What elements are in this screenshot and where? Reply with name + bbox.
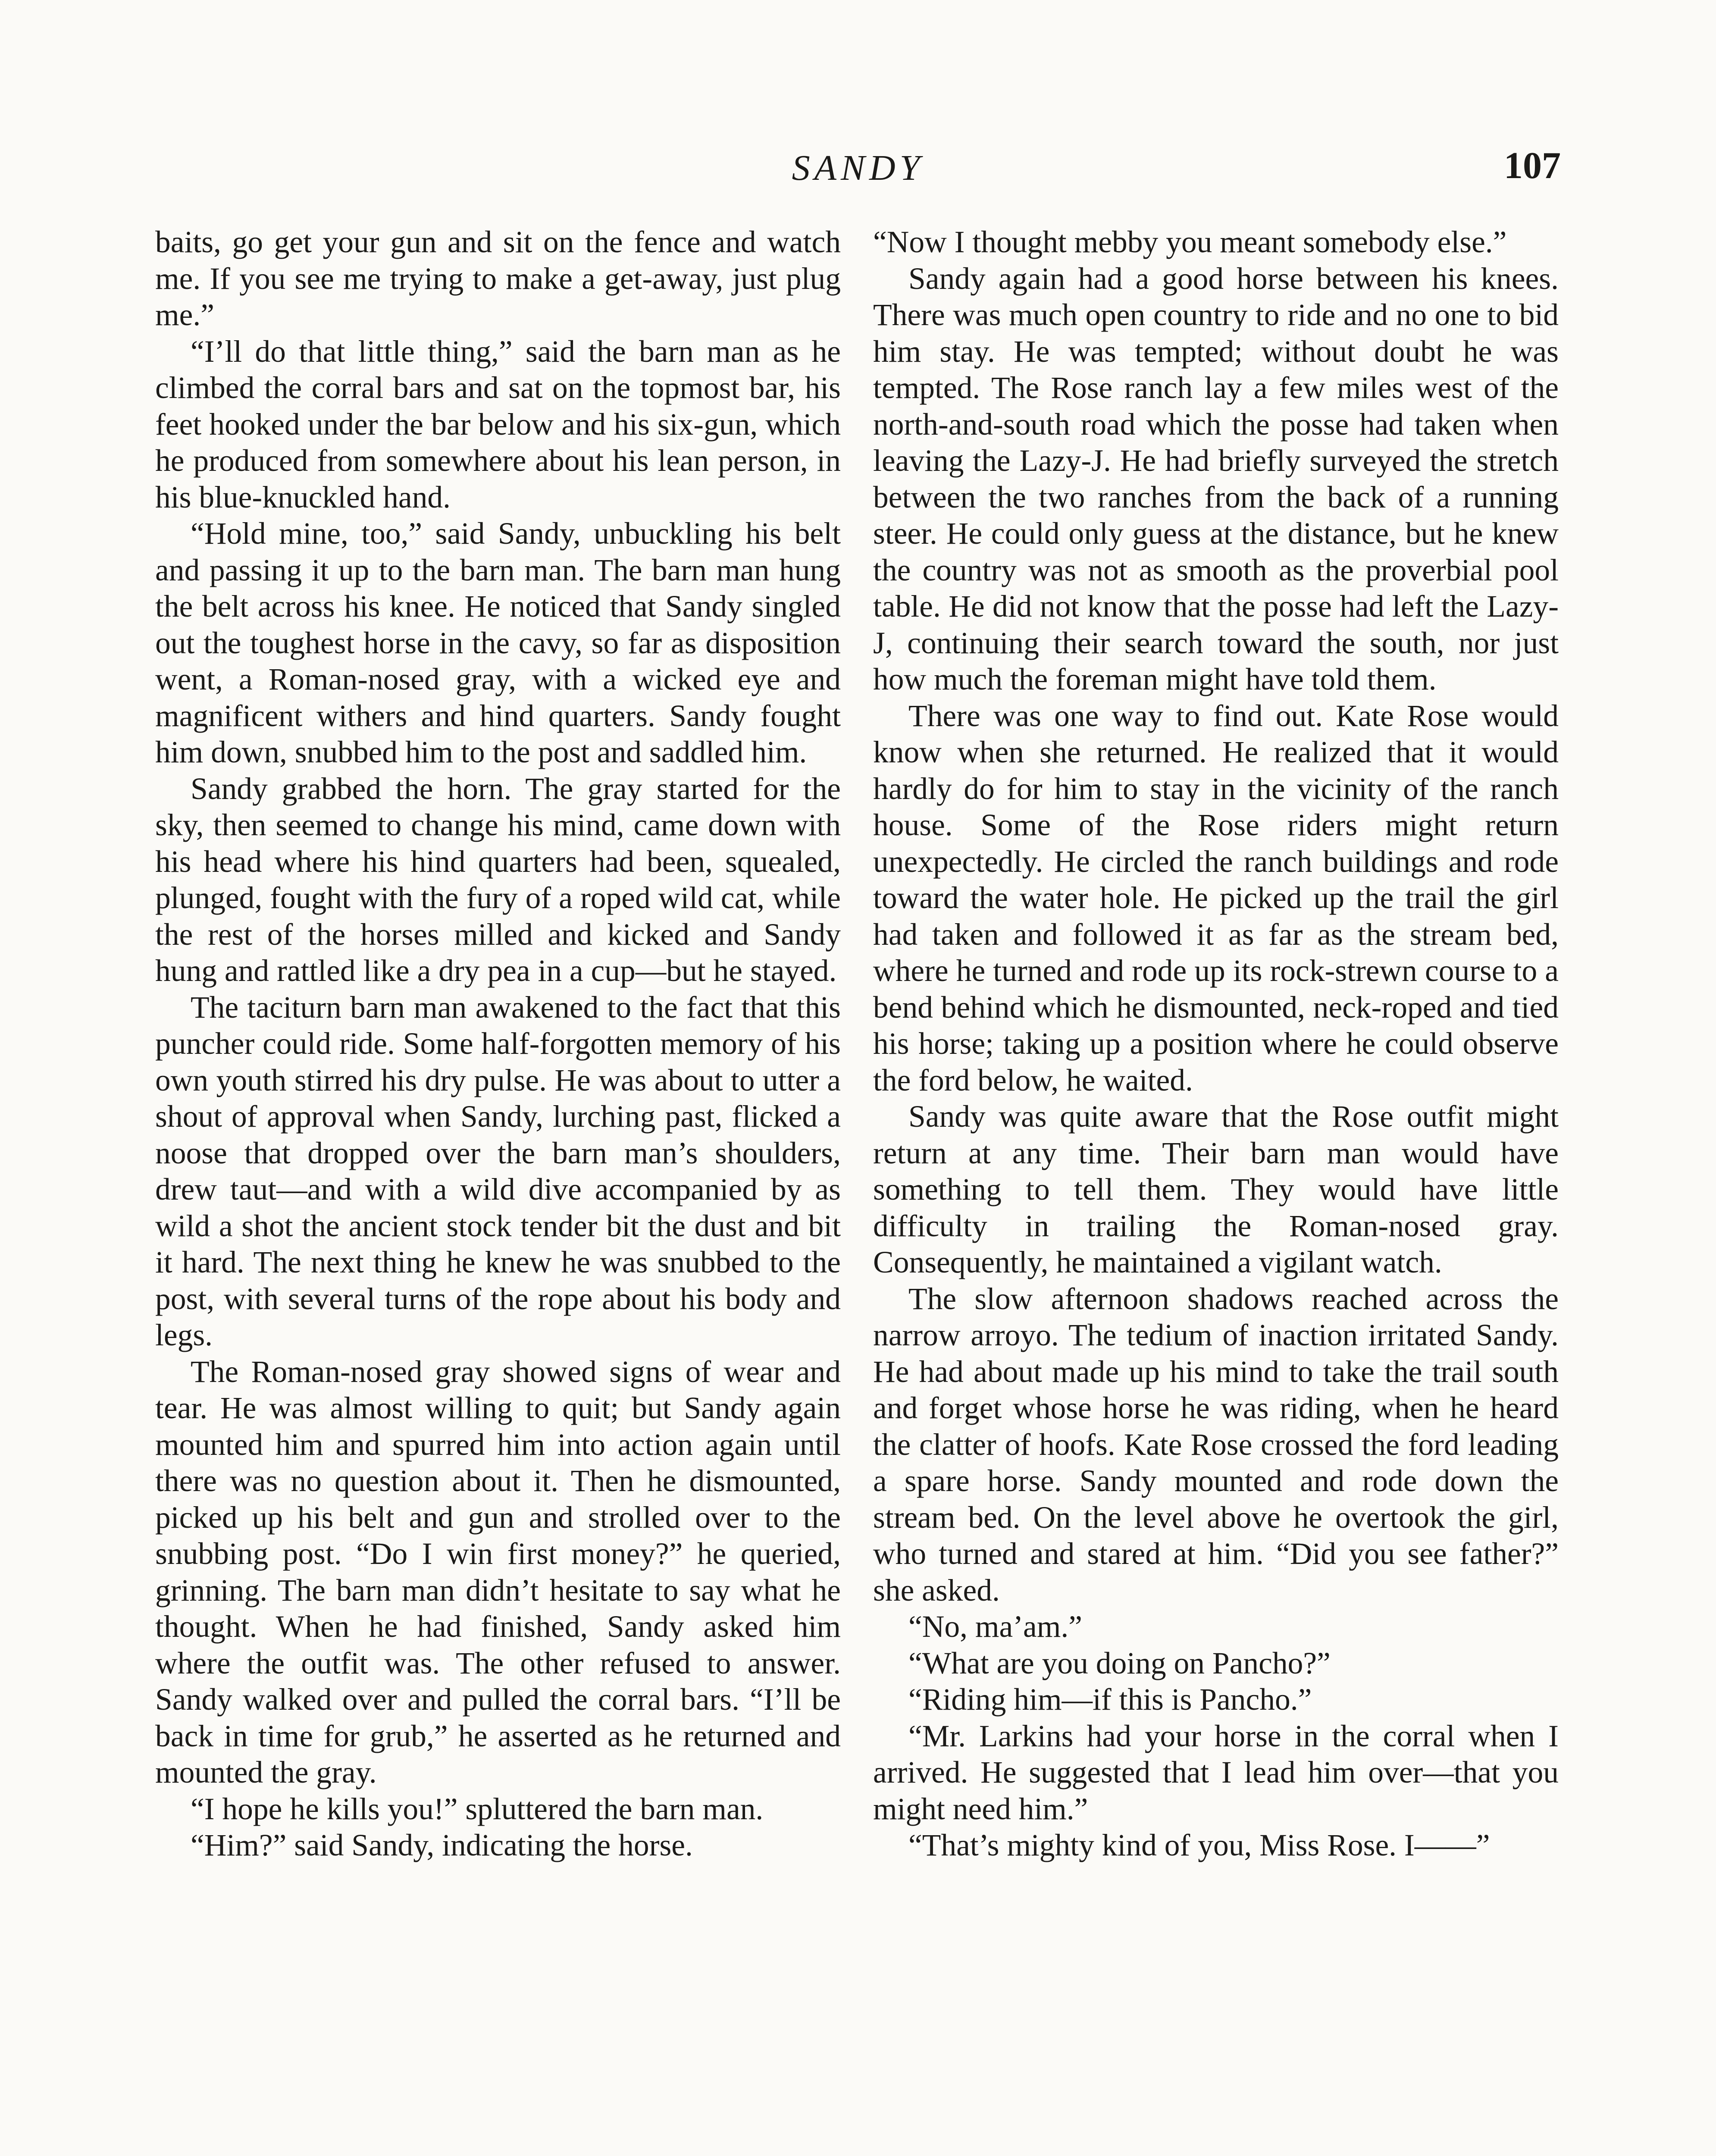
page-number: 107 bbox=[1504, 145, 1561, 187]
paragraph: baits, go get your gun and sit on the fence and watch me. If you see me trying to make a get-away, just plug me.” bbox=[155, 225, 841, 332]
paragraph: The slow afternoon shadows reached across the narrow arroyo. The tedium of inaction irritated Sandy. He had about made up his mind to take the trail south and forget whose horse he was riding, when he heard the clatter of hoofs. Kate Rose crossed the ford leading a spare horse. Sandy mounted and rode down the stream bed. On the level above he overtook the girl, who turned and stared at him. “Did you see father?” she asked. bbox=[873, 1282, 1559, 1608]
paragraph: “Him?” said Sandy, indicating the horse. bbox=[191, 1828, 693, 1862]
left-column bbox=[155, 224, 841, 1864]
paragraph: “Now I thought mebby you meant somebody else.” bbox=[873, 225, 1507, 259]
paragraph: “Mr. Larkins had your horse in the corral when I arrived. He suggested that I lead him over—that you might need him.” bbox=[873, 1719, 1559, 1826]
paragraph: The Roman-nosed gray showed signs of wear and tear. He was almost willing to quit; but Sandy again mounted him and spurred him into action again until there was no question about it. Then he dismounted, picked up his belt and gun and strolled over to the snubbing post. “Do I win first money?” he queried, grinning. The barn man didn’t hesitate to say what he thought. When he had finished, Sandy asked him where the outfit was. The other refused to answer. Sandy walked over and pulled the corral bars. “I’ll be back in time for grub,” he asserted as he returned and mounted the gray. bbox=[155, 1354, 841, 1789]
paragraph: “I hope he kills you!” spluttered the barn man. bbox=[191, 1792, 764, 1826]
paragraph: Sandy grabbed the horn. The gray started for the sky, then seemed to change his mind, came down with his head where his hind quarters had been, squealed, plunged, fought with the fury of a roped wild cat, while the rest of the horses milled and kicked and Sandy hung and rattled like a dry pea in a cup—but he stayed. bbox=[155, 771, 841, 988]
page-header bbox=[155, 142, 1561, 194]
paragraph: Sandy was quite aware that the Rose outfit might return at any time. Their barn man would have something to tell them. They would have little difficulty in trailing the Roman-nosed gray. Consequently, he maintained a vigilant watch. bbox=[873, 1100, 1559, 1279]
paragraph: Sandy again had a good horse between his knees. There was much open country to ride and no one to bid him stay. He was tempted; without doubt he was tempted. The Rose ranch lay a few miles west of the north-and-south road which the posse had taken when leaving the Lazy-J. He had briefly surveyed the stretch between the two ranches from the back of a running steer. He could only guess at the distance, but he knew the country was not as smooth as the proverbial pool table. He did not know that the posse had left the Lazy-J, continuing their search toward the south, nor just how much the foreman might have told them. bbox=[873, 261, 1559, 696]
paragraph: “What are you doing on Pancho?” bbox=[908, 1646, 1331, 1680]
paragraph: “I’ll do that little thing,” said the barn man as he climbed the corral bars and sat on the topmost bar, his feet hooked under the bar below and his six-gun, which he produced from somewhere about his lean person, in his blue-knuckled hand. bbox=[155, 334, 841, 514]
paragraph: The taciturn barn man awakened to the fact that this puncher could ride. Some half-forgotten memory of his own youth stirred his dry pulse. He was about to utter a shout of approval when Sandy, lurching past, flicked a noose that dropped over the barn man’s shoulders, drew taut—and with a wild dive accompanied by as wild a shot the ancient stock tender bit the dust and bit it hard. The next thing he knew he was snubbed to the post, with several turns of the rope about his body and legs. bbox=[155, 990, 841, 1352]
paragraph: “Riding him—if this is Pancho.” bbox=[908, 1683, 1312, 1717]
right-column bbox=[873, 224, 1559, 1864]
paragraph: “Hold mine, too,” said Sandy, unbuckling his belt and passing it up to the barn man. The barn man hung the belt across his knee. He noticed that Sandy singled out the toughest horse in the cavy, so far as disposition went, a Roman-nosed gray, with a wicked eye and magnificent withers and hind quarters. Sandy fought him down, snubbed him to the post and saddled him. bbox=[155, 517, 841, 769]
paragraph: “No, ma’am.” bbox=[908, 1610, 1082, 1644]
paragraph: “That’s mighty kind of you, Miss Rose. I——” bbox=[908, 1828, 1490, 1862]
running-title: SANDY bbox=[792, 148, 924, 188]
paragraph: There was one way to find out. Kate Rose would know when she returned. He realized that it would hardly do for him to stay in the vicinity of the ranch house. Some of the Rose riders might return unexpectedly. He circled the ranch buildings and rode toward the water hole. He picked up the trail the girl had taken and followed it as far as the stream bed, where he turned and rode up its rock-strewn course to a bend behind which he dismounted, neck-roped and tied his horse; taking up a position where he could observe the ford below, he waited. bbox=[873, 699, 1559, 1097]
